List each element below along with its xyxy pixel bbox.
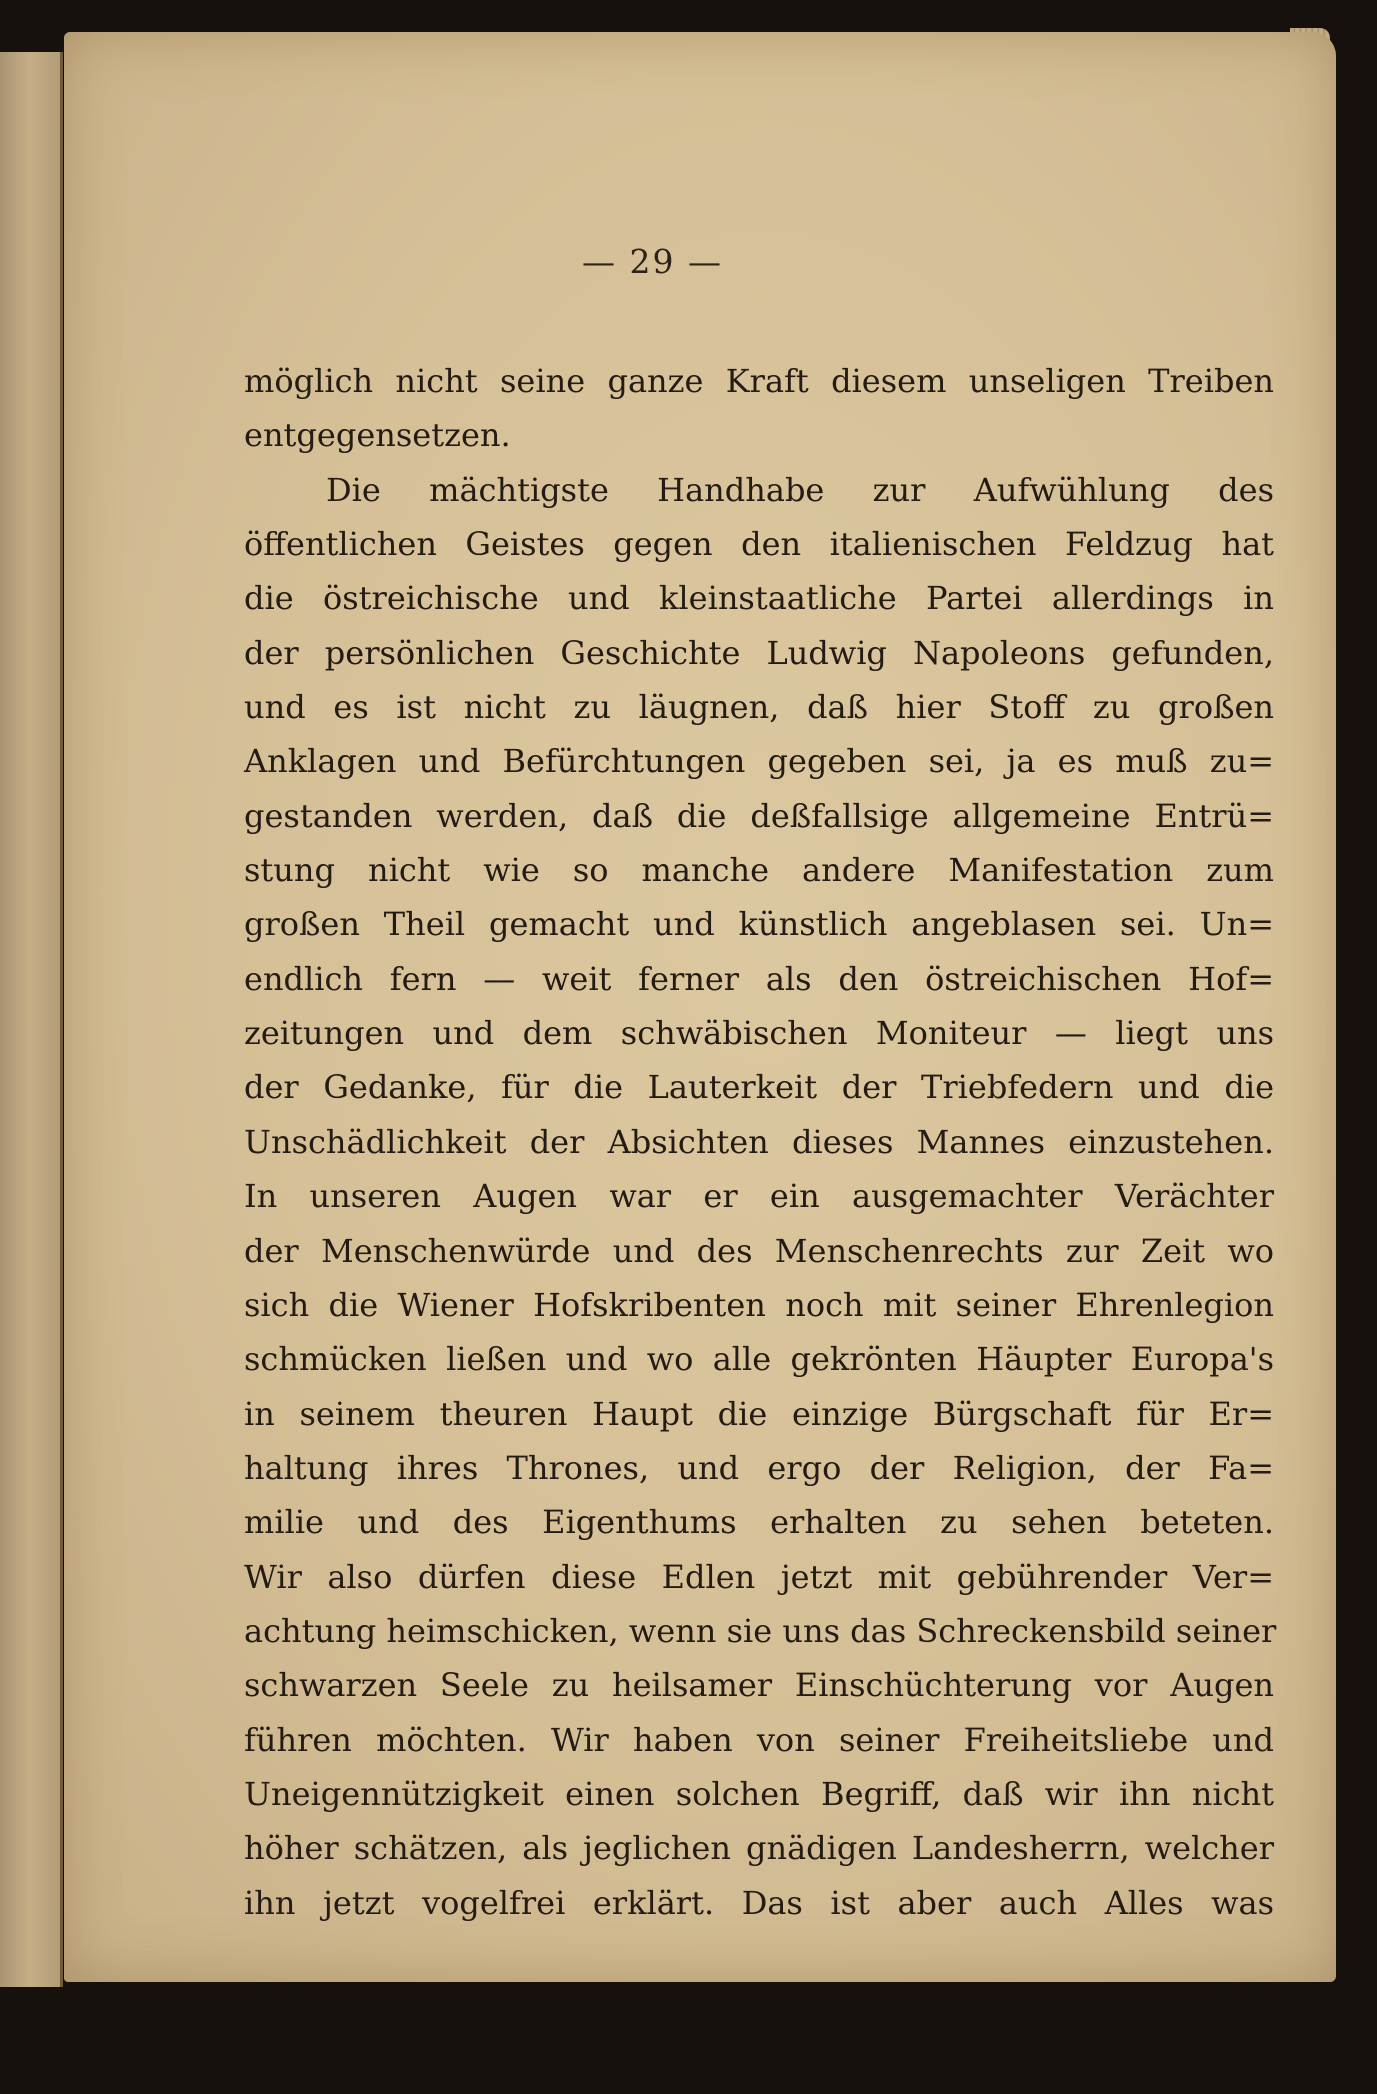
text-line: der Menschenwürde und des Menschenrechts zur Zeit wo (244, 1231, 1274, 1270)
text-line: endlich fern — weit ferner als den östreichischen Hof= (244, 959, 1274, 998)
text-line: in seinem theuren Haupt die einzige Bürgschaft für Er= (244, 1394, 1274, 1433)
text-line: öffentlichen Geistes gegen den italienischen Feldzug hat (244, 525, 1274, 564)
text-line: zeitungen und dem schwäbischen Moniteur — liegt uns (244, 1014, 1274, 1053)
text-line: milie und des Eigenthums erhalten zu sehen beteten. (244, 1503, 1274, 1542)
text-line: möglich nicht seine ganze Kraft diesem unseligen Treiben (244, 362, 1274, 400)
text-line: Anklagen und Befürchtungen gegeben sei, ja es muß zu= (244, 742, 1274, 781)
text-line: führen möchten. Wir haben von seiner Freiheitsliebe und (244, 1720, 1274, 1759)
text-line: haltung ihres Thrones, und ergo der Religion, der Fa= (244, 1448, 1274, 1487)
text-line: höher schätzen, als jeglichen gnädigen Landesherrn, welcher (244, 1829, 1274, 1868)
text-line: schwarzen Seele zu heilsamer Einschüchterung vor Augen (244, 1666, 1274, 1705)
book-page (64, 32, 1336, 1982)
text-line: achtung heimschicken, wenn sie uns das Schreckensbild seiner (244, 1611, 1277, 1650)
text-line: gestanden werden, daß die deßfallsige allgemeine Entrü= (244, 796, 1274, 835)
text-line: schmücken ließen und wo alle gekrönten Häupter Europa's (244, 1340, 1274, 1379)
text-line: Wir also dürfen diese Edlen jetzt mit gebührender Ver= (244, 1557, 1274, 1596)
text-line: Die mächtigste Handhabe zur Aufwühlung des (326, 470, 1274, 509)
text-line: der persönlichen Geschichte Ludwig Napoleons gefunden, (244, 633, 1274, 672)
text-line: Unschädlichkeit der Absichten dieses Mannes einzustehen. (244, 1122, 1274, 1161)
text-line: sich die Wiener Hofskribenten noch mit seiner Ehrenlegion (244, 1285, 1274, 1324)
body-text (244, 354, 1277, 1930)
text-line: stung nicht wie so manche andere Manifestation zum (244, 851, 1274, 890)
text-line: der Gedanke, für die Lauterkeit der Triebfedern und die (244, 1068, 1274, 1107)
text-line: entgegensetzen. (244, 416, 511, 455)
text-line: die östreichische und kleinstaatliche Partei allerdings in (244, 579, 1274, 618)
text-line: ihn jetzt vogelfrei erklärt. Das ist aber auch Alles was (244, 1883, 1274, 1922)
text-line: großen Theil gemacht und künstlich angeblasen sei. Un= (244, 905, 1274, 944)
text-line: Uneigennützigkeit einen solchen Begriff, daß wir ihn nicht (244, 1774, 1274, 1813)
left-page-edge (0, 52, 63, 1987)
text-line: In unseren Augen war er ein ausgemachter Verächter (244, 1177, 1274, 1216)
text-line: und es ist nicht zu läugnen, daß hier Stoff zu großen (244, 688, 1274, 727)
page-number: — 29 — (582, 242, 723, 281)
